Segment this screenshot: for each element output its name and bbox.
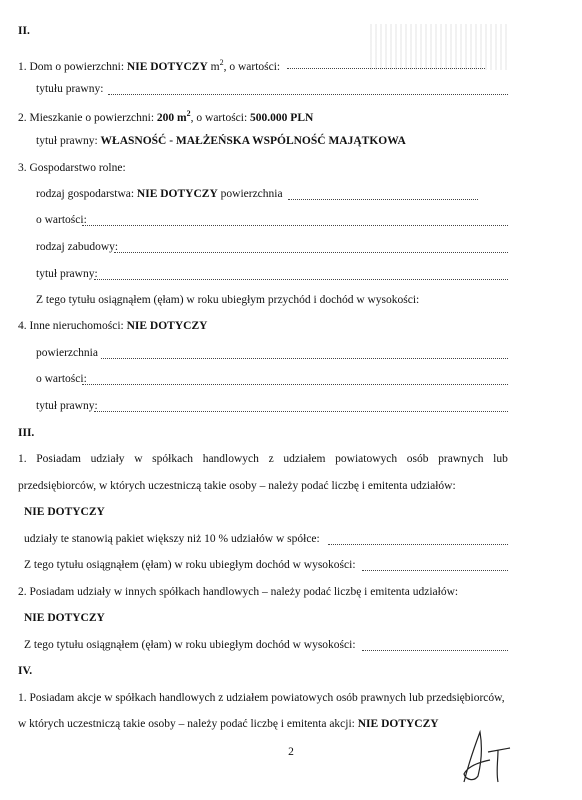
other-area-line <box>101 358 508 359</box>
shares-package-line <box>328 544 508 545</box>
stocks-paragraph-line1: 1. Posiadam akcje w spółkach handlowych z udziałem powiatowych osób prawnych lub przedsiębiorców, <box>18 692 505 704</box>
farm-title-line <box>94 279 508 280</box>
other-shares-paragraph: 2. Posiadam udziały w innych spółkach handlowych – należy podać liczbę i emitenta udziałów: <box>18 586 459 598</box>
farm-kind: rodzaj gospodarstwa: NIE DOTYCZY powierzchnia <box>36 188 283 200</box>
item-house: 1. Dom o powierzchni: NIE DOTYCZY $m^2$, o wartości: <box>18 58 281 73</box>
house-title-line <box>108 94 508 95</box>
section-heading-2: II. <box>18 25 30 37</box>
other-value-line <box>82 384 508 385</box>
farm-buildings-line <box>114 252 508 253</box>
scan-artifact <box>370 24 510 70</box>
farm-buildings-label: rodzaj zabudowy: <box>36 241 119 253</box>
farm-area-line <box>288 199 478 200</box>
other-shares-income-line <box>362 650 508 651</box>
other-title-line <box>94 411 508 412</box>
apartment-title: tytuł prawny: WŁASNOŚĆ - MAŁŻEŃSKA WSPÓLNOŚĆ MAJĄTKOWA <box>36 135 406 147</box>
other-value-label: o wartości: <box>36 373 87 385</box>
section-heading-4: IV. <box>18 665 33 677</box>
shares-income-line <box>362 570 508 571</box>
shares-not-applicable: NIE DOTYCZY <box>24 506 105 518</box>
other-shares-not-applicable: NIE DOTYCZY <box>24 612 105 624</box>
farm-title-label: tytuł prawny: <box>36 268 98 280</box>
shares-package-label: udziały te stanowią pakiet większy niż 10 % udziałów w spółce: <box>24 533 320 545</box>
other-title-label: tytuł prawny: <box>36 400 98 412</box>
item-other-property: 4. Inne nieruchomości: NIE DOTYCZY <box>18 320 208 332</box>
farm-value-line <box>82 225 508 226</box>
item-apartment: 2. Mieszkanie o powierzchni: 200 $m^2$, o wartości: 500.000 PLN <box>18 109 314 124</box>
shares-paragraph-line1: 1. Posiadam udziały w spółkach handlowych z udziałem powiatowych osób prawnych lub <box>18 453 508 465</box>
farm-income: Z tego tytułu osiągnąłem (ęłam) w roku ubiegłym przychód i dochód w wysokości: <box>36 294 420 306</box>
page-number: 2 <box>288 746 294 758</box>
section-heading-3: III. <box>18 427 35 439</box>
item-farm: 3. Gospodarstwo rolne: <box>18 162 126 174</box>
signature-initials <box>458 726 516 786</box>
house-value-line <box>287 68 485 69</box>
stocks-paragraph-line2: w których uczestniczą takie osoby – należy podać liczbę i emitenta akcji: NIE DOTYCZY <box>18 718 439 730</box>
shares-paragraph-line2: przedsiębiorców, w których uczestniczą takie osoby – należy podać liczbę i emitenta udziałów: <box>18 480 456 492</box>
other-area-label: powierzchnia <box>36 347 98 359</box>
farm-value-label: o wartości: <box>36 214 87 226</box>
shares-income-label: Z tego tytułu osiągnąłem (ęłam) w roku ubiegłym dochód w wysokości: <box>24 559 356 571</box>
house-title-label: tytułu prawny: <box>36 83 104 95</box>
other-shares-income-label: Z tego tytułu osiągnąłem (ęłam) w roku ubiegłym dochód w wysokości: <box>24 639 356 651</box>
